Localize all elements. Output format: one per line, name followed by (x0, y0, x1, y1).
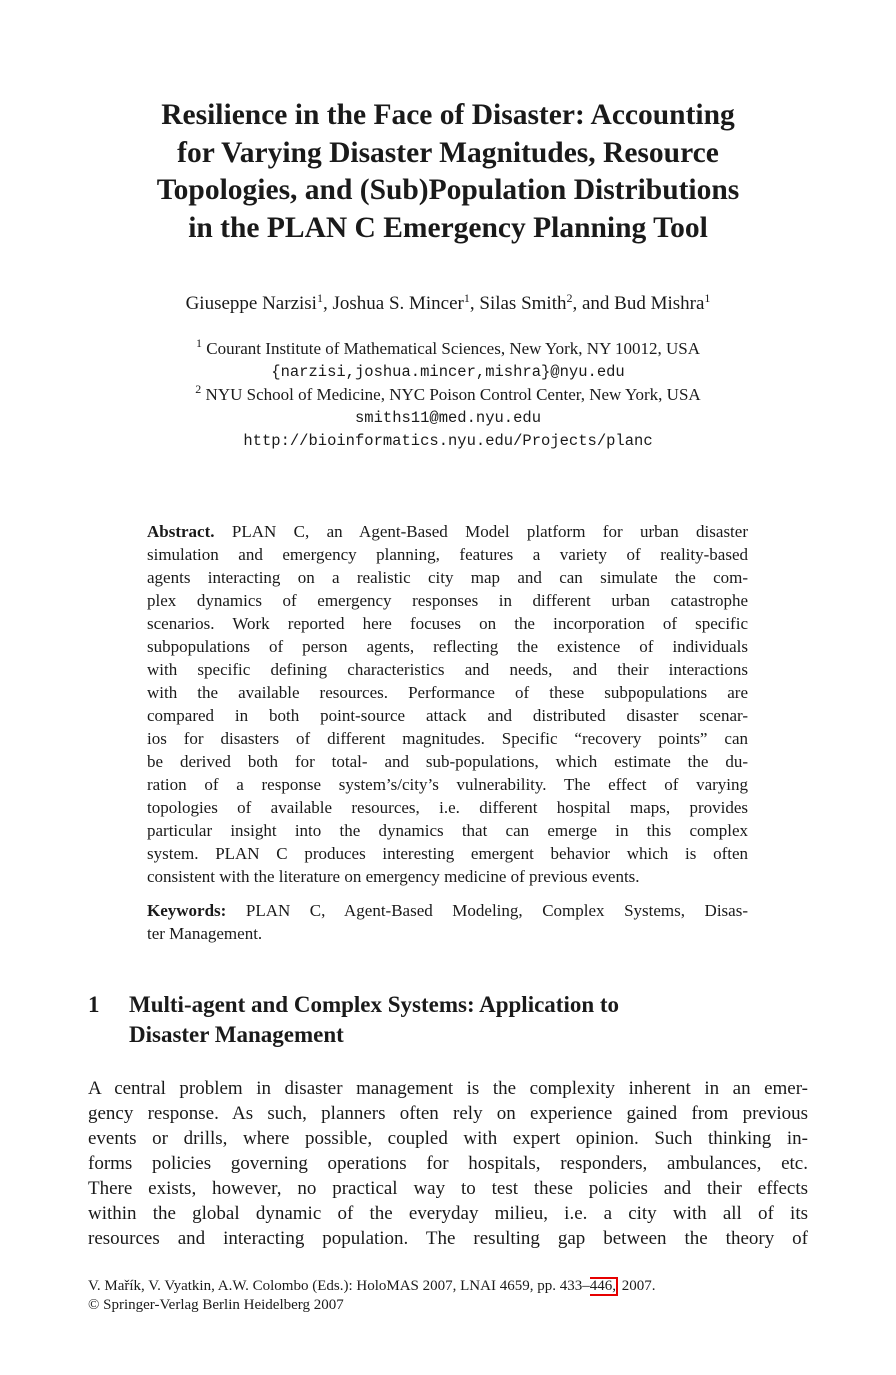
author-affil-mark: 1 (704, 291, 711, 305)
author-affil-mark: 1 (316, 291, 323, 305)
abstract-label: Abstract. (147, 522, 215, 541)
abstract-line: simulation and emergency planning, features a variety of reality-based (147, 545, 748, 564)
title-line: for Varying Disaster Magnitudes, Resource (177, 136, 719, 169)
section-title-line: Multi-agent and Complex Systems: Application to (129, 992, 620, 1017)
keywords-label: Keywords: (147, 901, 227, 920)
abstract-line: ios for disasters of different magnitudes. Specific “recovery points” can (147, 729, 748, 748)
author-name: Joshua S. Mincer (332, 293, 464, 314)
author-separator: , (469, 293, 480, 314)
title-line: Resilience in the Face of Disaster: Accounting (161, 99, 735, 131)
author-affil-mark: 1 (463, 291, 470, 305)
abstract-line: consistent with the literature on emergency medicine of previous events. (147, 867, 640, 886)
project-url-link[interactable]: http://bioinformatics.nyu.edu/Projects/planc (243, 432, 653, 450)
section-title-line: Disaster Management (129, 1022, 344, 1047)
author-name: Giuseppe Narzisi (185, 293, 317, 314)
body-line: forms policies governing operations for hospitals, responders, ambulances, etc. (88, 1153, 808, 1174)
section-title (129, 990, 809, 1050)
section-number: 1 (88, 992, 100, 1017)
abstract-line: compared in both point-source attack and distributed disaster scenar- (147, 706, 748, 725)
abstract-line: with the available resources. Performance of these subpopulations are (147, 683, 748, 702)
body-line: resources and interacting population. The resulting gap between the theory of (88, 1228, 808, 1249)
citation-footer (88, 1277, 808, 1315)
title-line: Topologies, and (Sub)Population Distributions (156, 174, 740, 206)
citation-year: 2007. (617, 1278, 656, 1294)
abstract-line: topologies of available resources, i.e. different hospital maps, provides (147, 798, 748, 817)
abstract-line (147, 520, 748, 543)
body-line: There exists, however, no practical way to test these policies and their effects (88, 1178, 808, 1199)
copyright-line: © Springer-Verlag Berlin Heidelberg 2007 (88, 1297, 344, 1313)
body-line: A central problem in disaster management is the complexity inherent in an emer- (88, 1078, 808, 1099)
abstract-line: system. PLAN C produces interesting emergent behavior which is often (147, 844, 748, 863)
author-name: Bud Mishra (614, 293, 705, 314)
keywords (147, 899, 748, 945)
keywords-line: ter Management. (147, 924, 263, 943)
keywords-line (147, 899, 748, 922)
abstract-line: scenarios. Work reported here focuses on the incorporation of specific (147, 614, 748, 633)
author-list (60, 292, 836, 316)
abstract-line: subpopulations of person agents, reflecting the existence of individuals (147, 637, 748, 656)
body-line: gency response. As such, planners often rely on experience gained from previous (88, 1103, 808, 1124)
author-name: Silas Smith (479, 293, 567, 314)
body-paragraph (88, 1076, 808, 1251)
citation-line (88, 1277, 808, 1296)
page-range-link[interactable]: 446, (589, 1278, 616, 1294)
abstract-line: agents interacting on a realistic city map and can simulate the com- (147, 568, 748, 587)
author-separator: , and (572, 293, 615, 314)
abstract-line: particular insight into the dynamics that can emerge in this complex (147, 821, 748, 840)
abstract-line: ration of a response system’s/city’s vulnerability. The effect of varying (147, 775, 748, 794)
author-separator: , (322, 293, 333, 314)
keywords-text: PLAN C, Agent-Based Modeling, Complex Systems, Disas- (226, 901, 748, 920)
affiliation-mark: 2 (195, 382, 202, 396)
affiliation-text: Courant Institute of Mathematical Sciences, New York, NY 10012, USA (206, 339, 700, 358)
affiliation-text: NYU School of Medicine, NYC Poison Control Center, New York, USA (205, 385, 701, 404)
affiliation-1-email[interactable]: {narzisi,joshua.mincer,mishra}@nyu.edu (271, 363, 625, 381)
abstract-text: PLAN C, an Agent-Based Model platform for urban disaster (214, 522, 748, 541)
citation-text: V. Mařík, V. Vyatkin, A.W. Colombo (Eds.): HoloMAS 2007, LNAI 4659, pp. 433– (88, 1278, 590, 1294)
body-line: within the global dynamic of the everyday milieu, i.e. a city with all of its (88, 1203, 808, 1224)
abstract-line: plex dynamics of emergency responses in different urban catastrophe (147, 591, 748, 610)
body-line: events or drills, where possible, coupled with expert opinion. Such thinking in- (88, 1128, 808, 1149)
affiliation-1 (60, 338, 836, 360)
affiliation-mark: 1 (196, 336, 203, 350)
affiliation-2-email[interactable]: smiths11@med.nyu.edu (354, 409, 542, 427)
title-line: in the PLAN C Emergency Planning Tool (188, 211, 708, 244)
abstract-line: with specific defining characteristics and needs, and their interactions (147, 660, 748, 679)
author-affil-mark: 2 (566, 291, 573, 305)
paper-title (60, 97, 836, 247)
affiliation-2 (60, 384, 836, 406)
abstract-line: be derived both for total- and sub-populations, which estimate the du- (147, 752, 748, 771)
abstract (147, 520, 748, 888)
